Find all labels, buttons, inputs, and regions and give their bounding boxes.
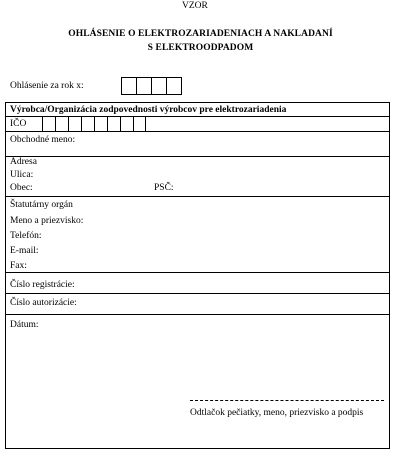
ico-box[interactable] — [42, 117, 55, 132]
section-heading: Výrobca/Organizácia zodpovednosti výrobcov pre elektrozariadenia — [10, 105, 287, 115]
address-heading: Adresa — [10, 157, 37, 167]
divider — [6, 131, 389, 132]
year-box[interactable] — [166, 78, 181, 94]
street-label: Ulica: — [10, 170, 34, 180]
signature-caption: Odtlačok pečiatky, meno, priezvisko a podpis — [190, 408, 364, 418]
ico-box[interactable] — [120, 117, 133, 132]
divider — [6, 314, 389, 315]
fax-label: Fax: — [10, 261, 27, 271]
year-box[interactable] — [122, 78, 136, 94]
year-box[interactable] — [136, 78, 151, 94]
title-line-1: OHLÁSENIE O ELEKTROZARIADENIACH A NAKLADANÍ — [68, 29, 333, 39]
ico-box[interactable] — [94, 117, 107, 132]
city-label: Obec: — [10, 183, 33, 193]
phone-label: Telefón: — [10, 231, 42, 241]
document-label: VZOR — [182, 1, 208, 11]
business-name-label: Obchodné meno: — [10, 135, 76, 145]
ico-box[interactable] — [68, 117, 81, 132]
ico-input-boxes[interactable] — [42, 117, 146, 132]
name-label: Meno a priezvisko: — [10, 216, 84, 226]
divider — [6, 272, 389, 273]
ico-box[interactable] — [55, 117, 68, 132]
producer-form — [5, 102, 390, 449]
divider — [6, 293, 389, 294]
divider — [6, 156, 389, 157]
year-box[interactable] — [151, 78, 166, 94]
authorization-label: Číslo autorizácie: — [10, 298, 77, 308]
year-label: Ohlásenie za rok x: — [10, 81, 84, 91]
ico-box[interactable] — [133, 117, 146, 132]
ico-label: IČO — [10, 119, 27, 129]
postal-code-label: PSČ: — [154, 183, 174, 193]
statutory-heading: Štatutárny orgán — [10, 200, 73, 210]
signature-line — [190, 400, 384, 401]
date-label: Dátum: — [10, 320, 39, 330]
ico-box[interactable] — [81, 117, 94, 132]
document-title — [0, 27, 401, 55]
registration-label: Číslo registrácie: — [10, 280, 75, 290]
email-label: E-mail: — [10, 246, 39, 256]
divider — [6, 196, 389, 197]
year-input-boxes[interactable] — [121, 77, 182, 95]
title-line-2: S ELEKTROODPADOM — [147, 43, 254, 53]
ico-box[interactable] — [107, 117, 120, 132]
